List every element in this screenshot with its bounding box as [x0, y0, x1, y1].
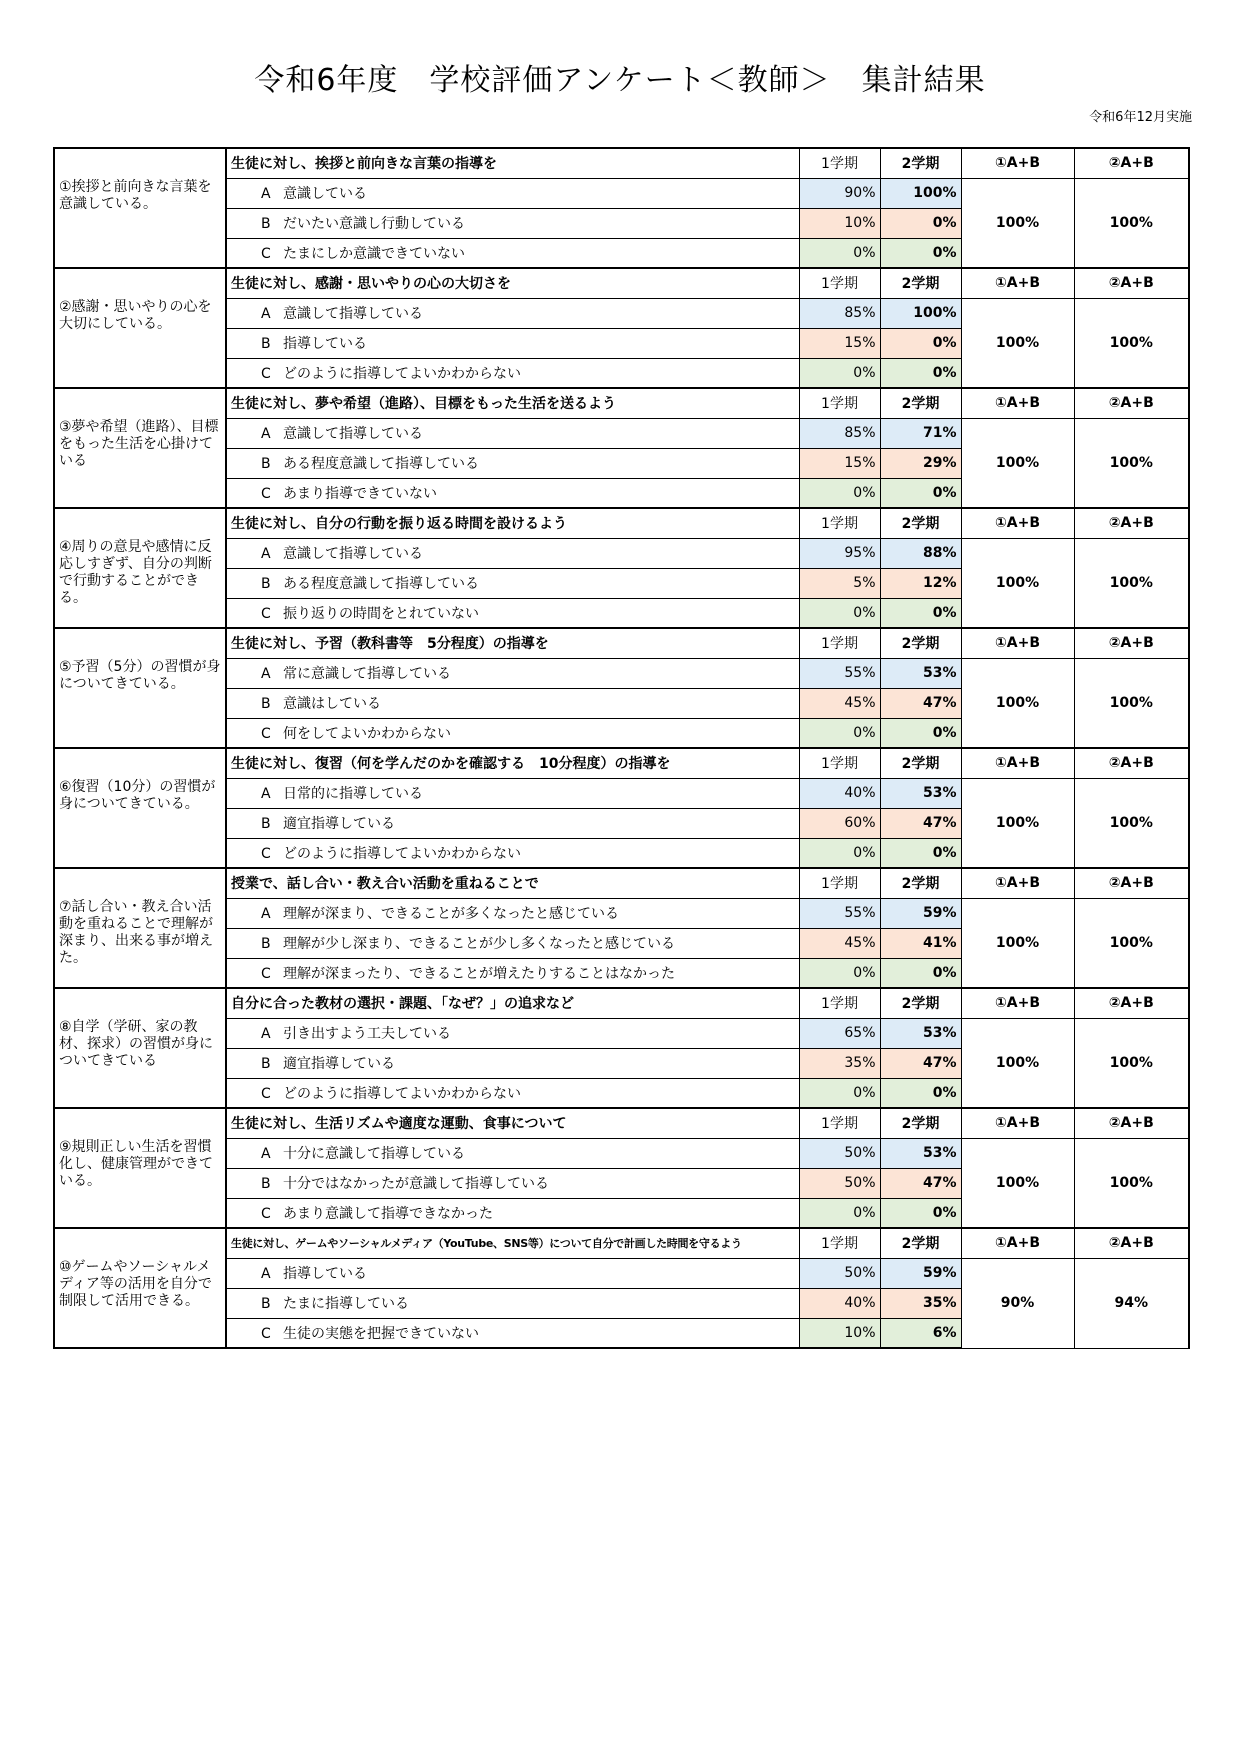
question-row: [54, 148, 1189, 178]
ab1-header: ①A+B: [961, 988, 1074, 1018]
option-cell: [226, 1258, 799, 1288]
term2-percent: 47%: [880, 808, 961, 838]
ab2-header: ②A+B: [1074, 988, 1189, 1018]
ab1-header: ①A+B: [961, 388, 1074, 418]
option-letter: B: [261, 1176, 271, 1192]
term1-header: 1学期: [799, 868, 880, 898]
term2-percent: 59%: [880, 898, 961, 928]
ab2-header: ②A+B: [1074, 1108, 1189, 1138]
term2-header: 2学期: [880, 868, 961, 898]
option-cell: [226, 208, 799, 238]
term1-header: 1学期: [799, 508, 880, 538]
term1-percent: 85%: [799, 418, 880, 448]
term1-percent: 90%: [799, 178, 880, 208]
option-cell: [226, 478, 799, 508]
option-text: ある程度意識して指導している: [283, 456, 479, 472]
question-text: 生徒に対し、生活リズムや適度な運動、食事について: [226, 1108, 799, 1138]
ab2-header: ②A+B: [1074, 748, 1189, 778]
ab2-total: 100%: [1074, 1018, 1189, 1108]
option-text: 意識して指導している: [283, 306, 423, 322]
option-letter: B: [261, 1296, 271, 1312]
ab1-header: ①A+B: [961, 1228, 1074, 1258]
option-cell: [226, 898, 799, 928]
item-label: ⑩ゲームやソーシャルメディア等の活用を自分で制限して活用できる。: [54, 1228, 226, 1348]
option-text: 意識して指導している: [283, 426, 423, 442]
ab2-total: 100%: [1074, 898, 1189, 988]
ab1-header: ①A+B: [961, 628, 1074, 658]
option-letter: C: [261, 365, 271, 382]
ab1-total: 100%: [961, 898, 1074, 988]
item-label: ⑧自学（学研、家の教材、探求）の習慣が身についてきている: [54, 988, 226, 1108]
option-letter: C: [261, 845, 271, 862]
ab1-total: 100%: [961, 298, 1074, 388]
ab1-total: 100%: [961, 778, 1074, 868]
ab2-header: ②A+B: [1074, 628, 1189, 658]
ab1-header: ①A+B: [961, 748, 1074, 778]
item-label: ④周りの意見や感情に反応しすぎず、自分の判断で行動することができる。: [54, 508, 226, 628]
term1-percent: 0%: [799, 838, 880, 868]
term1-percent: 0%: [799, 1198, 880, 1228]
option-cell: [226, 1048, 799, 1078]
option-cell: [226, 1168, 799, 1198]
question-text: 生徒に対し、予習（教科書等 5分程度）の指導を: [226, 628, 799, 658]
option-text: 理解が少し深まり、できることが少し多くなったと感じている: [283, 936, 675, 952]
option-text: 振り返りの時間をとれていない: [283, 605, 479, 622]
ab2-total: 100%: [1074, 1138, 1189, 1228]
option-text: 指導している: [283, 336, 367, 352]
question-row: [54, 268, 1189, 298]
term2-header: 2学期: [880, 268, 961, 298]
option-letter: A: [261, 186, 271, 202]
term1-percent: 50%: [799, 1138, 880, 1168]
ab2-total: 100%: [1074, 418, 1189, 508]
option-cell: [226, 328, 799, 358]
option-text: 生徒の実態を把握できていない: [283, 1325, 479, 1342]
term2-percent: 47%: [880, 1168, 961, 1198]
question-text: 自分に合った教材の選択・課題、「なぜ？」の追求など: [226, 988, 799, 1018]
question-row: [54, 1108, 1189, 1138]
ab2-total: 100%: [1074, 778, 1189, 868]
term1-percent: 0%: [799, 958, 880, 988]
ab1-total: 100%: [961, 538, 1074, 628]
ab2-total: 100%: [1074, 538, 1189, 628]
ab2-header: ②A+B: [1074, 1228, 1189, 1258]
ab1-total: 90%: [961, 1258, 1074, 1348]
option-cell: [226, 658, 799, 688]
term1-percent: 50%: [799, 1258, 880, 1288]
term2-percent: 41%: [880, 928, 961, 958]
option-letter: B: [261, 816, 271, 832]
term1-percent: 65%: [799, 1018, 880, 1048]
survey-date: 令和6年12月実施: [1089, 110, 1192, 125]
term2-percent: 0%: [880, 1078, 961, 1108]
ab1-header: ①A+B: [961, 1108, 1074, 1138]
option-text: 十分に意識して指導している: [283, 1146, 465, 1162]
ab1-total: 100%: [961, 1018, 1074, 1108]
term2-percent: 0%: [880, 718, 961, 748]
ab2-header: ②A+B: [1074, 868, 1189, 898]
term2-percent: 0%: [880, 358, 961, 388]
option-text: 何をしてよいかわからない: [283, 725, 451, 742]
option-text: 常に意識して指導している: [283, 666, 451, 682]
term1-percent: 0%: [799, 598, 880, 628]
option-cell: [226, 808, 799, 838]
option-letter: A: [261, 1026, 271, 1042]
option-text: 意識している: [283, 186, 367, 202]
option-cell: [226, 568, 799, 598]
page-title: 令和6年度 学校評価アンケート＜教師＞ 集計結果: [254, 63, 986, 98]
item-label: ⑥復習（10分）の習慣が身についてきている。: [54, 748, 226, 868]
term1-header: 1学期: [799, 748, 880, 778]
option-text: 引き出すよう工夫している: [283, 1026, 451, 1042]
term1-header: 1学期: [799, 1108, 880, 1138]
ab1-total: 100%: [961, 178, 1074, 268]
question-row: [54, 508, 1189, 538]
term1-header: 1学期: [799, 268, 880, 298]
term2-header: 2学期: [880, 148, 961, 178]
option-letter: C: [261, 1325, 271, 1342]
term2-percent: 71%: [880, 418, 961, 448]
term1-percent: 40%: [799, 778, 880, 808]
option-text: 適宜指導している: [283, 1056, 395, 1072]
option-letter: A: [261, 306, 271, 322]
term2-percent: 0%: [880, 598, 961, 628]
option-letter: B: [261, 216, 271, 232]
term1-percent: 0%: [799, 1078, 880, 1108]
term2-percent: 0%: [880, 1198, 961, 1228]
option-cell: [226, 718, 799, 748]
term2-percent: 88%: [880, 538, 961, 568]
ab2-total: 100%: [1074, 658, 1189, 748]
item-label: ③夢や希望（進路）、目標をもった生活を心掛けている: [54, 388, 226, 508]
option-letter: A: [261, 786, 271, 802]
item-label: ⑦話し合い・教え合い活動を重ねることで理解が深まり、出来る事が増えた。: [54, 868, 226, 988]
term1-header: 1学期: [799, 628, 880, 658]
term2-percent: 100%: [880, 178, 961, 208]
option-letter: B: [261, 336, 271, 352]
option-letter: A: [261, 426, 271, 442]
option-cell: [226, 958, 799, 988]
term2-percent: 35%: [880, 1288, 961, 1318]
term1-percent: 95%: [799, 538, 880, 568]
question-row: [54, 988, 1189, 1018]
option-text: 適宜指導している: [283, 816, 395, 832]
question-row: [54, 628, 1189, 658]
term2-percent: 53%: [880, 1138, 961, 1168]
option-letter: B: [261, 456, 271, 472]
ab2-total: 100%: [1074, 298, 1189, 388]
option-text: 理解が深まり、できることが多くなったと感じている: [283, 906, 619, 922]
survey-table: [53, 147, 1190, 1349]
term2-percent: 47%: [880, 1048, 961, 1078]
ab2-header: ②A+B: [1074, 388, 1189, 418]
item-label: ⑨規則正しい生活を習慣化し、健康管理ができている。: [54, 1108, 226, 1228]
option-letter: B: [261, 696, 271, 712]
option-text: どのように指導してよいかわからない: [283, 845, 521, 862]
item-label: ②感謝・思いやりの心を大切にしている。: [54, 268, 226, 388]
question-row: [54, 388, 1189, 418]
option-cell: [226, 1318, 799, 1348]
term1-percent: 5%: [799, 568, 880, 598]
ab2-header: ②A+B: [1074, 508, 1189, 538]
option-cell: [226, 178, 799, 208]
option-text: どのように指導してよいかわからない: [283, 1085, 521, 1102]
term1-header: 1学期: [799, 988, 880, 1018]
term1-header: 1学期: [799, 1228, 880, 1258]
option-text: 指導している: [283, 1266, 367, 1282]
option-cell: [226, 1078, 799, 1108]
term1-header: 1学期: [799, 388, 880, 418]
question-text: 生徒に対し、ゲームやソーシャルメディア（YouTube、SNS等）について自分で計画した時間を守るよう: [226, 1228, 799, 1258]
option-cell: [226, 538, 799, 568]
term2-percent: 0%: [880, 958, 961, 988]
ab1-header: ①A+B: [961, 268, 1074, 298]
ab1-total: 100%: [961, 658, 1074, 748]
option-text: たまに指導している: [283, 1296, 409, 1312]
question-row: [54, 748, 1189, 778]
question-text: 生徒に対し、感謝・思いやりの心の大切さを: [226, 268, 799, 298]
option-letter: B: [261, 576, 271, 592]
term1-percent: 85%: [799, 298, 880, 328]
question-text: 授業で、話し合い・教え合い活動を重ねることで: [226, 868, 799, 898]
option-text: 意識して指導している: [283, 546, 423, 562]
option-letter: B: [261, 936, 271, 952]
question-text: 生徒に対し、復習（何を学んだのかを確認する 10分程度）の指導を: [226, 748, 799, 778]
question-text: 生徒に対し、自分の行動を振り返る時間を設けるよう: [226, 508, 799, 538]
term2-percent: 59%: [880, 1258, 961, 1288]
ab1-header: ①A+B: [961, 148, 1074, 178]
question-text: 生徒に対し、挨拶と前向きな言葉の指導を: [226, 148, 799, 178]
option-cell: [226, 598, 799, 628]
option-text: あまり指導できていない: [283, 485, 437, 502]
option-letter: A: [261, 546, 271, 562]
option-cell: [226, 418, 799, 448]
term1-percent: 35%: [799, 1048, 880, 1078]
option-cell: [226, 1198, 799, 1228]
item-label: ①挨拶と前向きな言葉を意識している。: [54, 148, 226, 268]
term2-header: 2学期: [880, 988, 961, 1018]
term2-percent: 53%: [880, 1018, 961, 1048]
option-text: ある程度意識して指導している: [283, 576, 479, 592]
option-cell: [226, 358, 799, 388]
term2-percent: 0%: [880, 478, 961, 508]
term1-header: 1学期: [799, 148, 880, 178]
ab2-total: 94%: [1074, 1258, 1189, 1348]
option-letter: A: [261, 906, 271, 922]
option-cell: [226, 448, 799, 478]
term2-header: 2学期: [880, 508, 961, 538]
ab1-total: 100%: [961, 1138, 1074, 1228]
term1-percent: 10%: [799, 1318, 880, 1348]
option-letter: C: [261, 965, 271, 982]
option-cell: [226, 778, 799, 808]
term2-percent: 53%: [880, 658, 961, 688]
option-letter: B: [261, 1056, 271, 1072]
term2-percent: 0%: [880, 238, 961, 268]
term1-percent: 15%: [799, 448, 880, 478]
term2-header: 2学期: [880, 1108, 961, 1138]
ab1-header: ①A+B: [961, 508, 1074, 538]
option-letter: C: [261, 605, 271, 622]
term2-percent: 12%: [880, 568, 961, 598]
term1-percent: 40%: [799, 1288, 880, 1318]
option-cell: [226, 838, 799, 868]
option-cell: [226, 1138, 799, 1168]
option-text: あまり意識して指導できなかった: [283, 1205, 493, 1222]
option-cell: [226, 298, 799, 328]
term1-percent: 15%: [799, 328, 880, 358]
option-letter: C: [261, 485, 271, 502]
option-cell: [226, 238, 799, 268]
ab1-total: 100%: [961, 418, 1074, 508]
option-text: 十分ではなかったが意識して指導している: [283, 1176, 549, 1192]
term2-percent: 29%: [880, 448, 961, 478]
option-letter: C: [261, 245, 271, 262]
term1-percent: 0%: [799, 238, 880, 268]
term2-percent: 0%: [880, 208, 961, 238]
term1-percent: 0%: [799, 478, 880, 508]
term2-percent: 53%: [880, 778, 961, 808]
term2-header: 2学期: [880, 1228, 961, 1258]
term2-header: 2学期: [880, 388, 961, 418]
term2-header: 2学期: [880, 628, 961, 658]
ab2-header: ②A+B: [1074, 268, 1189, 298]
option-letter: C: [261, 1085, 271, 1102]
ab1-header: ①A+B: [961, 868, 1074, 898]
option-letter: C: [261, 1205, 271, 1222]
question-text: 生徒に対し、夢や希望（進路）、目標をもった生活を送るよう: [226, 388, 799, 418]
question-row: [54, 868, 1189, 898]
item-label: ⑤予習（5分）の習慣が身についてきている。: [54, 628, 226, 748]
term2-percent: 47%: [880, 688, 961, 718]
ab2-header: ②A+B: [1074, 148, 1189, 178]
option-letter: A: [261, 1266, 271, 1282]
term1-percent: 10%: [799, 208, 880, 238]
option-cell: [226, 1018, 799, 1048]
option-text: 理解が深まったり、できることが増えたりすることはなかった: [283, 965, 675, 982]
term1-percent: 0%: [799, 358, 880, 388]
term1-percent: 55%: [799, 658, 880, 688]
term2-percent: 100%: [880, 298, 961, 328]
term2-percent: 0%: [880, 328, 961, 358]
ab2-total: 100%: [1074, 178, 1189, 268]
option-text: 日常的に指導している: [283, 786, 423, 802]
term1-percent: 55%: [799, 898, 880, 928]
term1-percent: 45%: [799, 928, 880, 958]
option-cell: [226, 1288, 799, 1318]
term2-percent: 0%: [880, 838, 961, 868]
option-cell: [226, 688, 799, 718]
question-row: [54, 1228, 1189, 1258]
option-text: どのように指導してよいかわからない: [283, 365, 521, 382]
term2-percent: 6%: [880, 1318, 961, 1348]
option-text: たまにしか意識できていない: [283, 245, 465, 262]
option-letter: A: [261, 666, 271, 682]
term1-percent: 50%: [799, 1168, 880, 1198]
option-text: 意識はしている: [283, 696, 381, 712]
term1-percent: 0%: [799, 718, 880, 748]
option-cell: [226, 928, 799, 958]
option-text: だいたい意識し行動している: [283, 216, 465, 232]
term2-header: 2学期: [880, 748, 961, 778]
term1-percent: 60%: [799, 808, 880, 838]
term1-percent: 45%: [799, 688, 880, 718]
option-letter: A: [261, 1146, 271, 1162]
option-letter: C: [261, 725, 271, 742]
